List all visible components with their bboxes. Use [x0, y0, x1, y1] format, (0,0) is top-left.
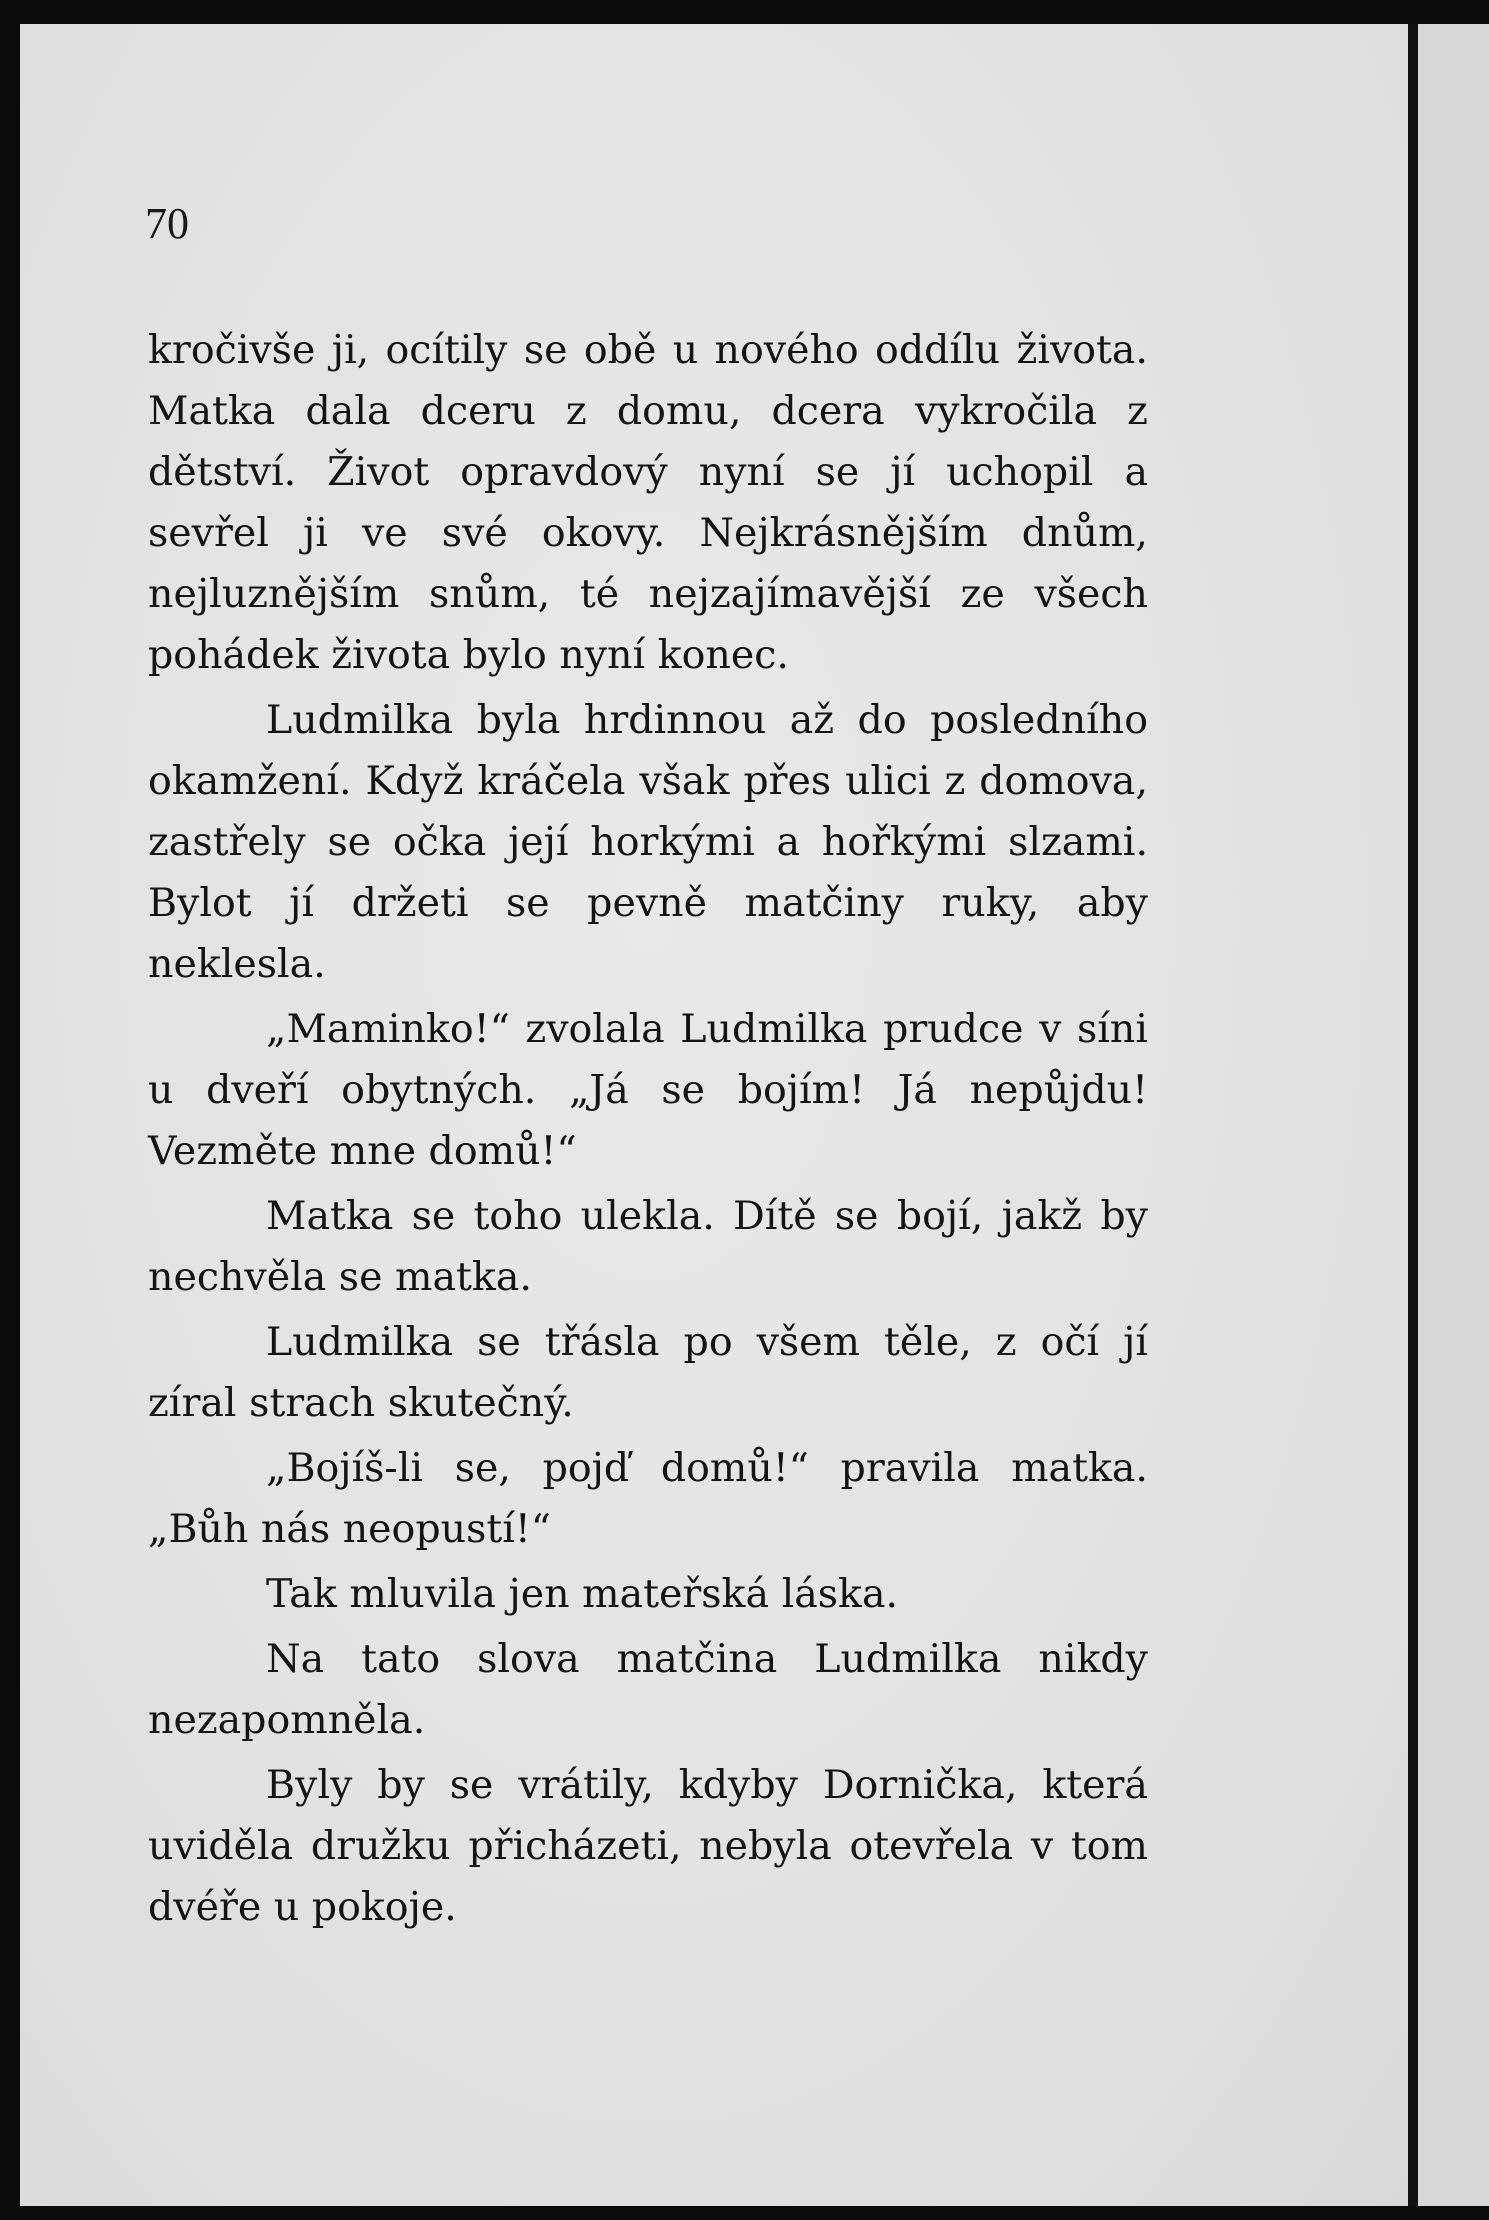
paragraph: kročivše ji, ocítily se obě u nového oddílu života. Matka dala dceru z domu, dcera vykročila z dětství. Život opravdový nyní se jí uchopil a sevřel ji ve své okovy. Nejkrásnějším dnům, nejluznějším snům, té nejzajímavější ze všech pohádek života bylo nyní konec. — [148, 327, 1148, 678]
paragraph: „Maminko!“ zvolala Ludmilka prudce v síni u dveří obytných. „Já se bojím! Já nepůjdu! Vezměte mne domů!“ — [148, 1006, 1148, 1174]
paragraph: Byly by se vrátily, kdyby Dornička, která uviděla družku přicházeti, nebyla otevřela v tom dvéře u pokoje. — [148, 1762, 1148, 1930]
paragraph: „Bojíš-li se, pojď domů!“ pravila matka. „Bůh nás neopustí!“ — [148, 1445, 1148, 1552]
paragraph: Tak mluvila jen mateřská láska. — [266, 1571, 899, 1617]
page-number: 70 — [145, 199, 189, 248]
paragraph: Ludmilka byla hrdinnou až do posledního okamžení. Když kráčela však přes ulici z domova, zastřely se očka její horkými a hořkými slzami. Bylot jí držeti se pevně matčiny ruky, aby neklesla. — [148, 697, 1148, 987]
paragraph: Ludmilka se třásla po všem těle, z očí jí zíral strach skutečný. — [148, 1319, 1148, 1426]
paragraph: Matka se toho ulekla. Dítě se bojí, jakž by nechvěla se matka. — [148, 1193, 1148, 1300]
next-page-edge — [1418, 24, 1489, 2206]
body-text — [148, 320, 1148, 1942]
paragraph: Na tato slova matčina Ludmilka nikdy nezapomněla. — [148, 1636, 1148, 1743]
